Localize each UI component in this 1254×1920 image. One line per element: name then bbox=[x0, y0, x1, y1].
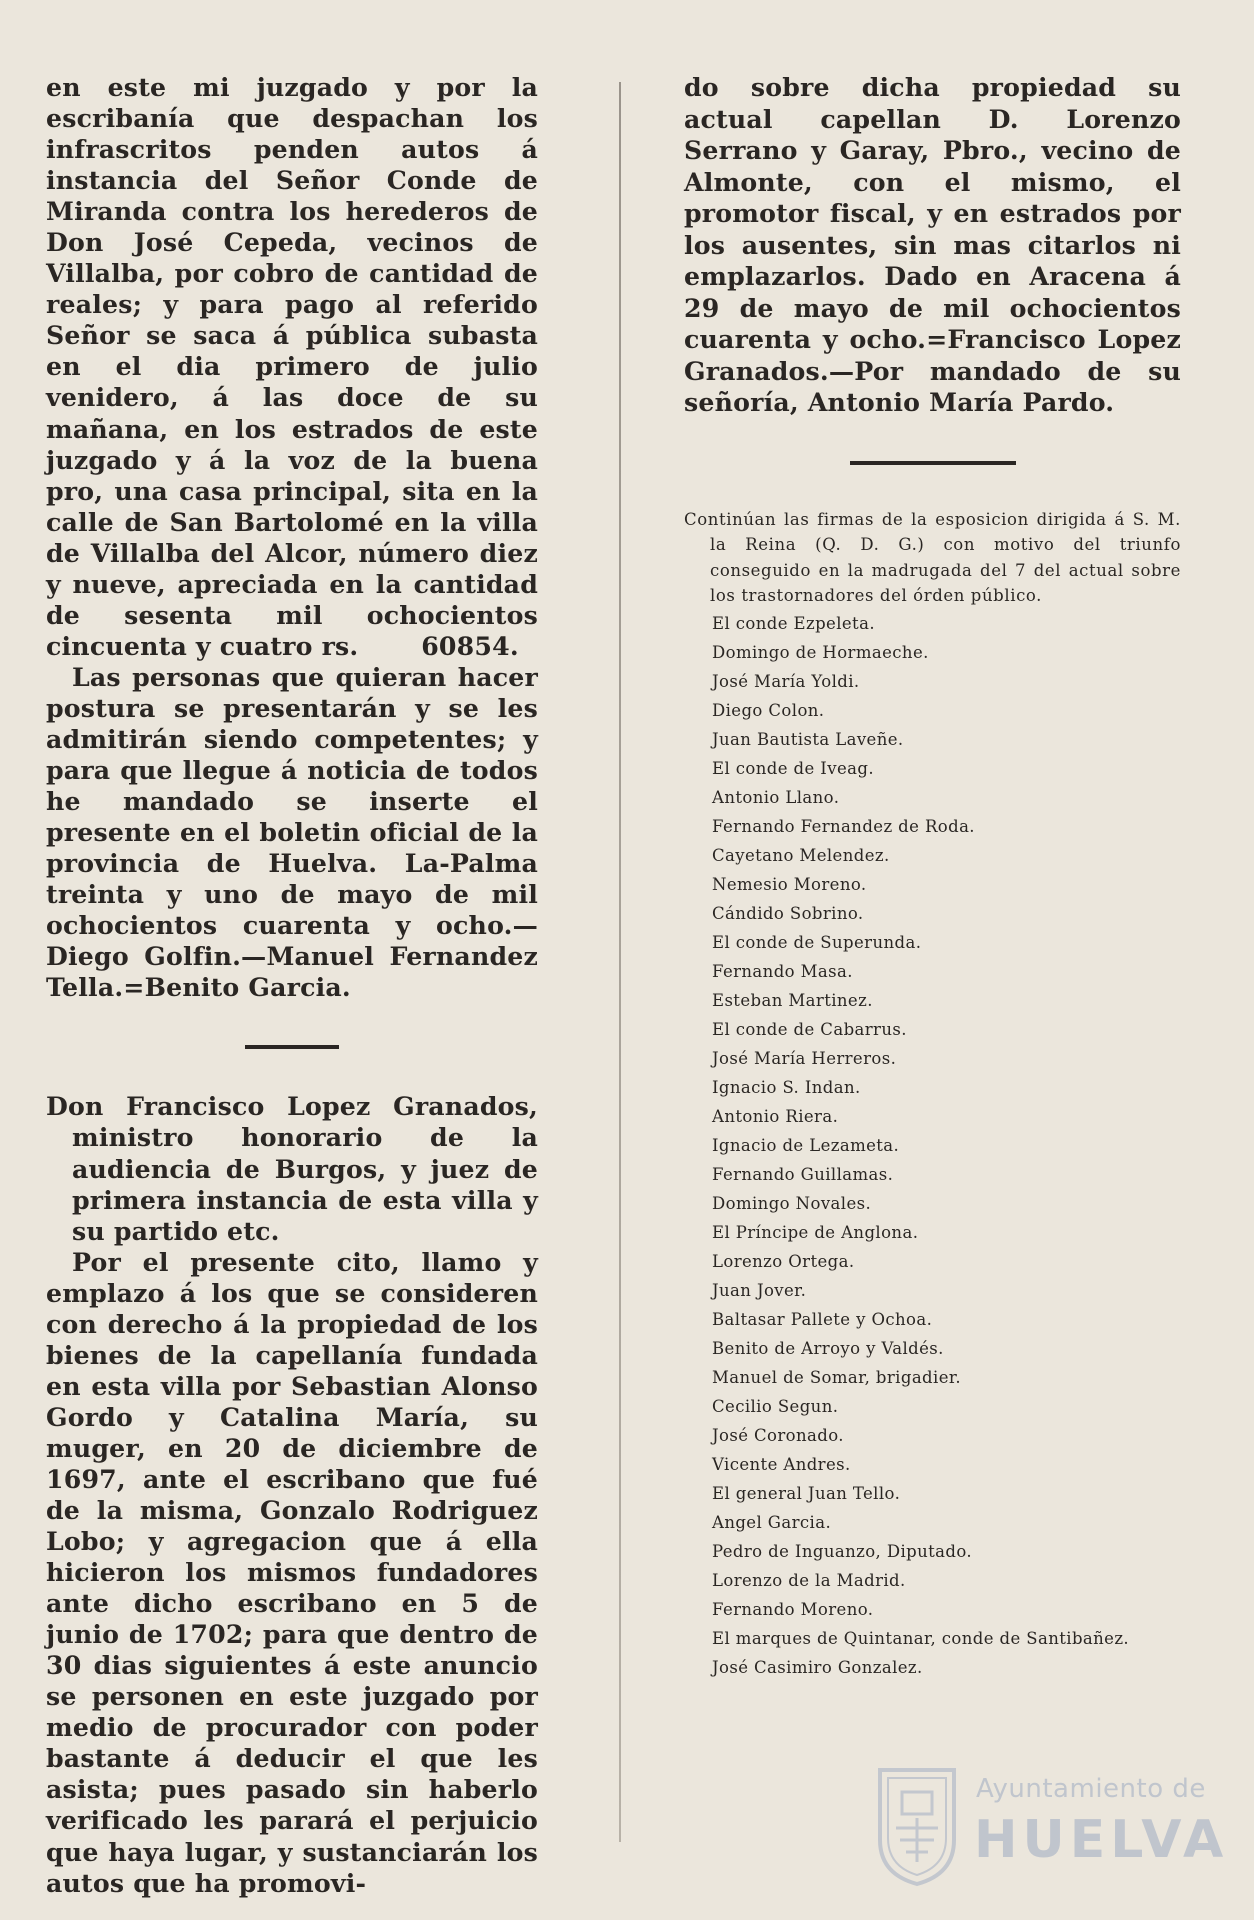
signatory: El conde de Iveag. bbox=[712, 758, 874, 778]
signatory: Fernando Moreno. bbox=[712, 1599, 874, 1619]
section-divider-rule bbox=[245, 1045, 339, 1049]
signatory: Pedro de Inguanzo, Diputado. bbox=[712, 1541, 973, 1561]
signatory: Lorenzo de la Madrid. bbox=[712, 1570, 906, 1590]
signatory: El conde de Superunda. bbox=[712, 932, 922, 952]
signatory: Diego Colon. bbox=[712, 700, 825, 720]
column-divider bbox=[619, 82, 621, 1842]
signatory: El general Juan Tello. bbox=[712, 1483, 901, 1503]
signatory: Juan Bautista Laveñe. bbox=[712, 729, 904, 749]
signatory: Cecilio Segun. bbox=[712, 1396, 839, 1416]
auction-notice-continuation bbox=[46, 72, 538, 662]
signatory: Benito de Arroyo y Valdés. bbox=[712, 1338, 944, 1358]
signatory: Esteban Martinez. bbox=[712, 990, 873, 1010]
watermark-line2: HUELVA bbox=[974, 1810, 1229, 1870]
signatory: Nemesio Moreno. bbox=[712, 874, 867, 894]
archive-watermark bbox=[876, 1762, 1229, 1902]
signatory: José María Yoldi. bbox=[712, 671, 860, 691]
signatory: El conde de Cabarrus. bbox=[712, 1019, 907, 1039]
signatory: Antonio Riera. bbox=[712, 1106, 839, 1126]
signatory: Angel Garcia. bbox=[712, 1512, 832, 1532]
signatory: Domingo Novales. bbox=[712, 1193, 872, 1213]
signatory: Fernando Masa. bbox=[712, 961, 853, 981]
signatory: Cándido Sobrino. bbox=[712, 903, 864, 923]
section-divider-rule bbox=[850, 461, 1016, 465]
signatory: Lorenzo Ortega. bbox=[712, 1251, 855, 1271]
signatories-list bbox=[684, 609, 1181, 1682]
auction-notice-text: en este mi juzgado y por la escribanía que despachan los infrascritos penden autos á instancia del Señor Conde de Miranda contra los herederos de Don José Cepeda, vecinos de Villalba, por cobro de cantidad de reales; y para pago al referido Señor se saca á pública subasta en el dia primero de julio venidero, á las doce de su mañana, en los estrados de este juzgado y á la voz de la buena pro, una casa principal, sita en la calle de San Bartolomé en la villa de Villalba del Alcor, número diez y nueve, apreciada en la cantidad de sesenta mil ochocientos cincuenta y cuatro rs. bbox=[46, 72, 538, 661]
signatory: Domingo de Hormaeche. bbox=[712, 642, 929, 662]
coat-of-arms-icon bbox=[876, 1762, 958, 1888]
signatory: Juan Jover. bbox=[712, 1280, 807, 1300]
signatory: Ignacio de Lezameta. bbox=[712, 1135, 900, 1155]
signatory: El conde Ezpeleta. bbox=[712, 613, 875, 633]
signatory: Fernando Guillamas. bbox=[712, 1164, 894, 1184]
auction-amount: 60854. bbox=[421, 630, 519, 661]
signatory: El Príncipe de Anglona. bbox=[712, 1222, 919, 1242]
signatory: Cayetano Melendez. bbox=[712, 845, 890, 865]
signatory: Manuel de Somar, brigadier. bbox=[712, 1367, 961, 1387]
signatory: El marques de Quintanar, conde de Santibañez. bbox=[712, 1628, 1130, 1648]
signatures-heading: Continúan las firmas de la esposicion dirigida á S. M. la Reina (Q. D. G.) con motivo del triunfo conseguido en la madrugada del 7 del actual sobre los trastornadores del órden público. bbox=[684, 509, 1181, 606]
watermark-line1: Ayuntamiento de bbox=[976, 1774, 1206, 1804]
signatory: José Coronado. bbox=[712, 1425, 844, 1445]
signatory: José Casimiro Gonzalez. bbox=[712, 1657, 923, 1677]
signatory: Vicente Andres. bbox=[712, 1454, 851, 1474]
signatory: José María Herreros. bbox=[712, 1048, 897, 1068]
signatory: Antonio Llano. bbox=[712, 787, 840, 807]
summons-heading: Don Francisco Lopez Granados, ministro honorario de la audiencia de Burgos, y juez de primera instancia de esta villa y su partido etc. bbox=[46, 1091, 538, 1246]
auction-notice-closing: Las personas que quieran hacer postura se presentarán y se les admitirán siendo competentes; y para que llegue á noticia de todos he mandado se inserte el presente en el boletin oficial de la provincia de Huelva. La-Palma treinta y uno de mayo de mil ochocientos cuarenta y ocho.— Diego Golfin.—Manuel Fernandez Tella.=Benito Garcia. bbox=[46, 661, 538, 1003]
left-column bbox=[46, 72, 538, 1899]
right-column bbox=[684, 72, 1181, 1682]
summons-continuation: do sobre dicha propiedad su actual capellan D. Lorenzo Serrano y Garay, Pbro., vecino de Almonte, con el mismo, el promotor fiscal, y en estrados por los ausentes, sin mas citarlos ni emplazarlos. Dado en Aracena á 29 de mayo de mil ochocientos cuarenta y ocho.=Francisco Lopez Granados.—Por mandado de su señoría, Antonio María Pardo. bbox=[684, 72, 1181, 417]
signatory: Baltasar Pallete y Ochoa. bbox=[712, 1309, 933, 1329]
summons-body: Por el presente cito, llamo y emplazo á los que se consideren con derecho á la propiedad de los bienes de la capellanía fundada en esta villa por Sebastian Alonso Gordo y Catalina María, su muger, en 20 de diciembre de 1697, ante el escribano que fué de la misma, Gonzalo Rodriguez Lobo; y agregacion que á ella hicieron los mismos fundadores ante dicho escribano en 5 de junio de 1702; para que dentro de 30 dias siguientes á este anuncio se personen en este juzgado por medio de procurador con poder bastante á deducir el que les asista; pues pasado sin haberlo verificado les parará el perjuicio que haya lugar, y sustanciarán los autos que ha promovi- bbox=[46, 1246, 538, 1898]
signatory: Fernando Fernandez de Roda. bbox=[712, 816, 975, 836]
signatory: Ignacio S. Indan. bbox=[712, 1077, 861, 1097]
